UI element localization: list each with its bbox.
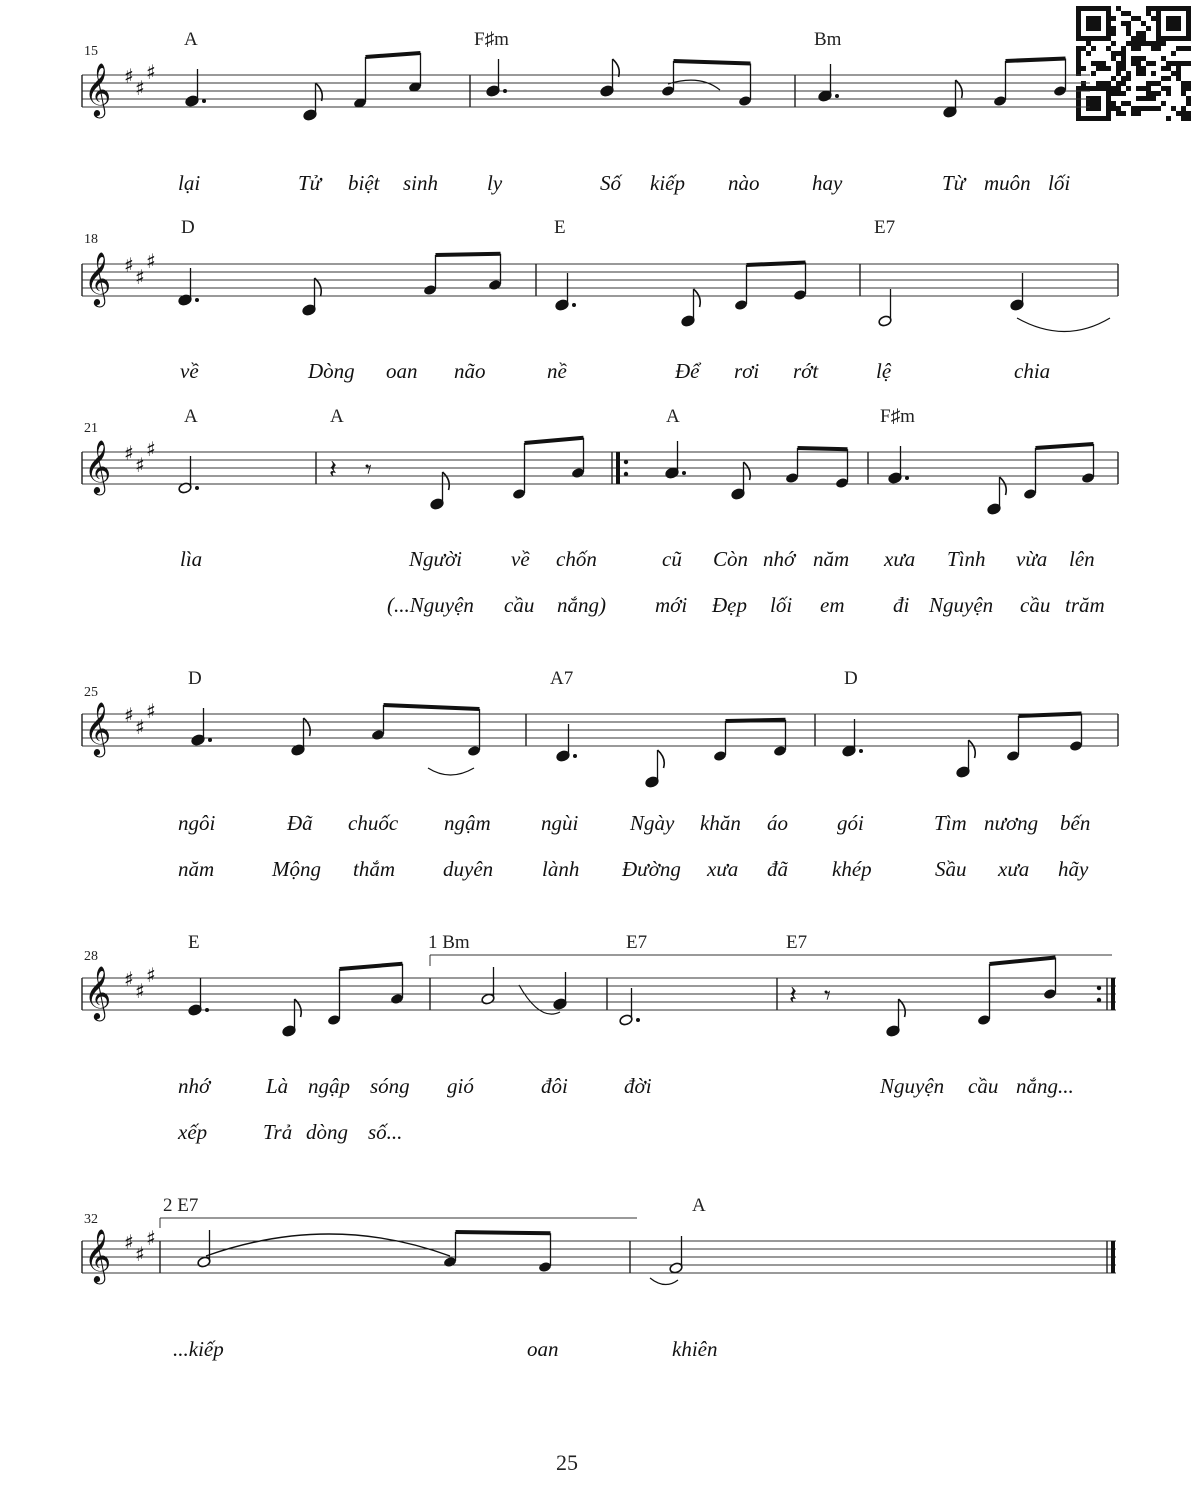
measure-number: 18 xyxy=(84,232,98,247)
measure-number: 28 xyxy=(84,949,98,964)
staff xyxy=(82,60,1090,118)
beamed-note-pair xyxy=(661,61,752,107)
sharp-icon: ♯ xyxy=(146,249,156,273)
note-head xyxy=(303,83,322,121)
note-head xyxy=(486,59,507,97)
lyric-syllable: khiên xyxy=(672,1337,718,1361)
lyric-syllable: Nguyện xyxy=(880,1074,945,1098)
chord-symbol: A xyxy=(330,406,344,427)
lyrics-line xyxy=(180,547,1095,571)
sharp-icon: ♯ xyxy=(146,60,156,84)
lyric-syllable: hay xyxy=(812,171,843,195)
sharp-icon: ♯ xyxy=(135,453,145,477)
chord-symbol: A xyxy=(692,1195,706,1216)
measure-number: 32 xyxy=(84,1212,98,1227)
lyric-syllable: ngậm xyxy=(444,811,491,835)
lyric-syllable: chuốc xyxy=(348,811,399,835)
lyric-syllable: khăn xyxy=(700,811,741,835)
note-head xyxy=(302,278,321,316)
lyrics-line xyxy=(177,1120,402,1144)
lyric-syllable: ...kiếp xyxy=(173,1337,224,1361)
staff xyxy=(82,699,1118,757)
lyric-syllable: Đường xyxy=(622,857,681,881)
lyric-syllable: Số xyxy=(600,171,621,195)
note-head xyxy=(886,999,905,1037)
sharp-icon: ♯ xyxy=(135,1242,145,1266)
lyric-syllable: Để xyxy=(675,359,700,383)
lyric-syllable: oan xyxy=(386,359,418,383)
note-head xyxy=(178,456,199,494)
lyric-syllable: ngùi xyxy=(541,811,579,835)
chord-symbol: D xyxy=(181,217,195,238)
lyrics-line xyxy=(178,1074,1074,1098)
notes xyxy=(178,254,1024,327)
beamed-note-pair xyxy=(327,964,404,1026)
beamed-note-pair xyxy=(977,958,1057,1027)
chord-symbol: A xyxy=(666,406,680,427)
lyric-syllable: sinh xyxy=(403,171,439,195)
note-head xyxy=(669,1236,683,1274)
note-head xyxy=(878,289,892,327)
sharp-icon: ♯ xyxy=(146,437,156,461)
chord-symbol: E7 xyxy=(874,217,896,238)
lyric-syllable: năm xyxy=(178,857,215,881)
eighth-rest-icon xyxy=(824,981,831,1011)
lyric-syllable: lối xyxy=(1048,171,1071,195)
lyric-syllable: Mộng xyxy=(272,857,321,881)
lyric-syllable: Đã xyxy=(287,811,313,835)
lyric-syllable: lìa xyxy=(180,547,203,571)
sharp-icon: ♯ xyxy=(146,699,156,723)
lyric-syllable: xếp xyxy=(178,1120,208,1144)
quarter-rest-icon xyxy=(329,455,337,485)
system-6 xyxy=(82,1195,1116,1361)
lyric-syllable: cũ xyxy=(662,547,682,571)
lyrics-line xyxy=(178,857,1089,881)
lyric-syllable: Sầu xyxy=(935,857,967,881)
lyric-syllable: cầu xyxy=(1020,593,1051,617)
sharp-icon: ♯ xyxy=(135,76,145,100)
notes xyxy=(188,958,1057,1038)
lyric-syllable: ly xyxy=(487,171,503,195)
treble-clef-icon: 𝄞 xyxy=(84,251,112,305)
lyrics-line xyxy=(178,171,1070,195)
treble-clef-icon: 𝄞 xyxy=(84,62,112,116)
lyric-syllable: ngôi xyxy=(178,811,216,835)
note-head xyxy=(430,472,449,510)
beamed-note-pair xyxy=(353,53,422,109)
note-head xyxy=(987,477,1006,515)
chord-symbol: 2 E7 xyxy=(163,1195,199,1216)
treble-clef-icon: 𝄞 xyxy=(84,965,112,1019)
lyric-syllable: duyên xyxy=(443,857,494,881)
page-number: 25 xyxy=(556,1450,578,1475)
lyric-syllable: lệ xyxy=(876,359,892,383)
note-head xyxy=(645,750,664,788)
lyrics-line xyxy=(387,593,1105,617)
chord-symbol: E7 xyxy=(786,932,808,953)
system-1 xyxy=(82,29,1090,195)
lyric-syllable: đời xyxy=(624,1074,652,1098)
sharp-icon: ♯ xyxy=(135,715,145,739)
sharp-icon: ♯ xyxy=(135,979,145,1003)
lyric-syllable: Từ xyxy=(942,171,966,195)
beamed-note-pair xyxy=(443,1232,552,1273)
chord-symbol: 1 Bm xyxy=(428,932,470,953)
lyric-syllable: gói xyxy=(837,811,864,835)
lyric-syllable: Dòng xyxy=(308,359,355,383)
lyric-syllable: não xyxy=(454,359,486,383)
beamed-note-pair xyxy=(512,438,585,500)
treble-clef-icon: 𝄞 xyxy=(84,439,112,493)
lyric-syllable: lành xyxy=(542,857,580,881)
lyric-syllable: ngập xyxy=(308,1074,350,1098)
lyric-syllable: mới xyxy=(655,593,688,617)
lyric-syllable: năm xyxy=(813,547,850,571)
sharp-icon: ♯ xyxy=(124,967,134,991)
staff xyxy=(82,437,1118,495)
lyric-syllable: cầu xyxy=(504,593,535,617)
lyric-syllable: chia xyxy=(1014,359,1051,383)
lyric-syllable: Nguyện xyxy=(929,593,994,617)
lyric-syllable: oan xyxy=(527,1337,559,1361)
note-head xyxy=(555,273,576,311)
chord-symbol: F♯m xyxy=(880,406,915,427)
lyric-syllable: xưa xyxy=(998,857,1030,881)
sharp-icon: ♯ xyxy=(146,963,156,987)
lyric-syllable: em xyxy=(820,593,845,617)
lyric-syllable: Tử xyxy=(298,171,322,195)
lyric-syllable: nương xyxy=(984,811,1039,835)
lyric-syllable: nào xyxy=(728,171,760,195)
svg-text:𝄽: 𝄽 xyxy=(329,455,337,485)
eighth-rest-icon xyxy=(365,455,372,485)
chord-symbol: D xyxy=(188,668,202,689)
system-3 xyxy=(82,406,1118,617)
lyrics-line xyxy=(180,359,1050,383)
lyric-syllable: lối xyxy=(770,593,793,617)
note-head xyxy=(291,718,310,756)
lyric-syllable: Đẹp xyxy=(712,593,747,617)
note-head xyxy=(681,289,700,327)
quarter-rest-icon xyxy=(789,981,797,1011)
lyrics-line xyxy=(173,1337,717,1361)
measure-number: 25 xyxy=(84,685,98,700)
note-head xyxy=(178,268,199,306)
lyric-syllable: chốn xyxy=(556,547,597,571)
treble-clef-icon: 𝄞 xyxy=(84,701,112,755)
svg-text:𝄽: 𝄽 xyxy=(789,981,797,1011)
system-5 xyxy=(82,932,1116,1144)
lyrics-line xyxy=(178,811,1090,835)
system-2 xyxy=(82,217,1118,383)
lyric-syllable: số... xyxy=(368,1120,403,1144)
lyric-syllable: thắm xyxy=(353,857,395,881)
lyric-syllable: bến xyxy=(1060,811,1091,835)
note-head xyxy=(282,999,301,1037)
lyric-syllable: (...Nguyện xyxy=(387,593,474,617)
sharp-icon: ♯ xyxy=(124,1230,134,1254)
lyric-syllable: rớt xyxy=(793,359,819,383)
chord-symbol: A7 xyxy=(550,668,574,689)
chord-symbol: E xyxy=(188,932,200,953)
note-head xyxy=(188,978,209,1016)
lyric-syllable: xưa xyxy=(884,547,916,571)
lyric-syllable: Trả xyxy=(263,1120,293,1144)
lyric-syllable: cầu xyxy=(968,1074,999,1098)
lyric-syllable: về xyxy=(180,359,199,383)
chord-symbol: Bm xyxy=(814,29,842,50)
lyric-syllable: gió xyxy=(447,1074,474,1098)
chord-symbol: D xyxy=(844,668,858,689)
sharp-icon: ♯ xyxy=(124,64,134,88)
sharp-icon: ♯ xyxy=(146,1226,156,1250)
lyric-syllable: muôn xyxy=(984,171,1031,195)
lyric-syllable: nhớ xyxy=(178,1074,211,1098)
svg-text:𝄾: 𝄾 xyxy=(824,981,831,1011)
lyric-syllable: dòng xyxy=(306,1120,348,1144)
lyric-syllable: trăm xyxy=(1065,593,1105,617)
lyric-syllable: biệt xyxy=(348,171,380,195)
sharp-icon: ♯ xyxy=(135,265,145,289)
lyric-syllable: Tình xyxy=(947,547,986,571)
lyric-syllable: nắng) xyxy=(557,593,606,617)
lyric-syllable: khép xyxy=(832,857,872,881)
lyric-syllable: nắng... xyxy=(1016,1074,1074,1098)
lyric-syllable: nhớ xyxy=(763,547,796,571)
qr-code-icon xyxy=(1076,6,1191,121)
lyric-syllable: lại xyxy=(178,171,201,195)
lyric-syllable: đôi xyxy=(541,1074,568,1098)
lyric-syllable: đi xyxy=(893,593,910,617)
lyric-syllable: đã xyxy=(767,857,788,881)
beamed-note-pair xyxy=(423,254,502,296)
chord-symbol: A xyxy=(184,406,198,427)
lyric-syllable: Còn xyxy=(713,547,749,571)
lyric-syllable: Người xyxy=(409,547,463,571)
lyric-syllable: sóng xyxy=(370,1074,410,1098)
lyric-syllable: hãy xyxy=(1058,857,1089,881)
lyric-syllable: về xyxy=(511,547,530,571)
staff xyxy=(82,1226,1116,1284)
treble-clef-icon: 𝄞 xyxy=(84,1228,112,1282)
lyric-syllable: nề xyxy=(547,359,567,383)
beamed-note-pair xyxy=(713,720,787,762)
lyric-syllable: áo xyxy=(767,811,788,835)
sharp-icon: ♯ xyxy=(124,703,134,727)
staff xyxy=(82,249,1118,307)
notes xyxy=(185,53,1067,121)
svg-text:𝄾: 𝄾 xyxy=(365,455,372,485)
system-4 xyxy=(82,668,1118,881)
measure-number: 21 xyxy=(84,421,98,436)
lyric-syllable: xưa xyxy=(707,857,739,881)
chord-symbol: E7 xyxy=(626,932,648,953)
lyric-syllable: Tìm xyxy=(934,811,967,835)
chord-symbol: E xyxy=(554,217,566,238)
beamed-note-pair xyxy=(734,263,807,312)
staff xyxy=(82,963,1116,1021)
lyric-syllable: kiếp xyxy=(650,171,685,195)
lyric-syllable: Ngày xyxy=(630,811,675,835)
lyric-syllable: Là xyxy=(266,1074,289,1098)
sharp-icon: ♯ xyxy=(124,441,134,465)
note-head xyxy=(1010,273,1024,311)
measure-number: 15 xyxy=(84,44,98,59)
sharp-icon: ♯ xyxy=(124,253,134,277)
chord-symbol: F♯m xyxy=(474,29,509,50)
beamed-note-pair xyxy=(371,705,481,757)
lyric-syllable: rơi xyxy=(734,359,760,383)
lyric-syllable: vừa xyxy=(1016,547,1048,571)
lyric-syllable: lên xyxy=(1069,547,1095,571)
chord-symbol: A xyxy=(184,29,198,50)
